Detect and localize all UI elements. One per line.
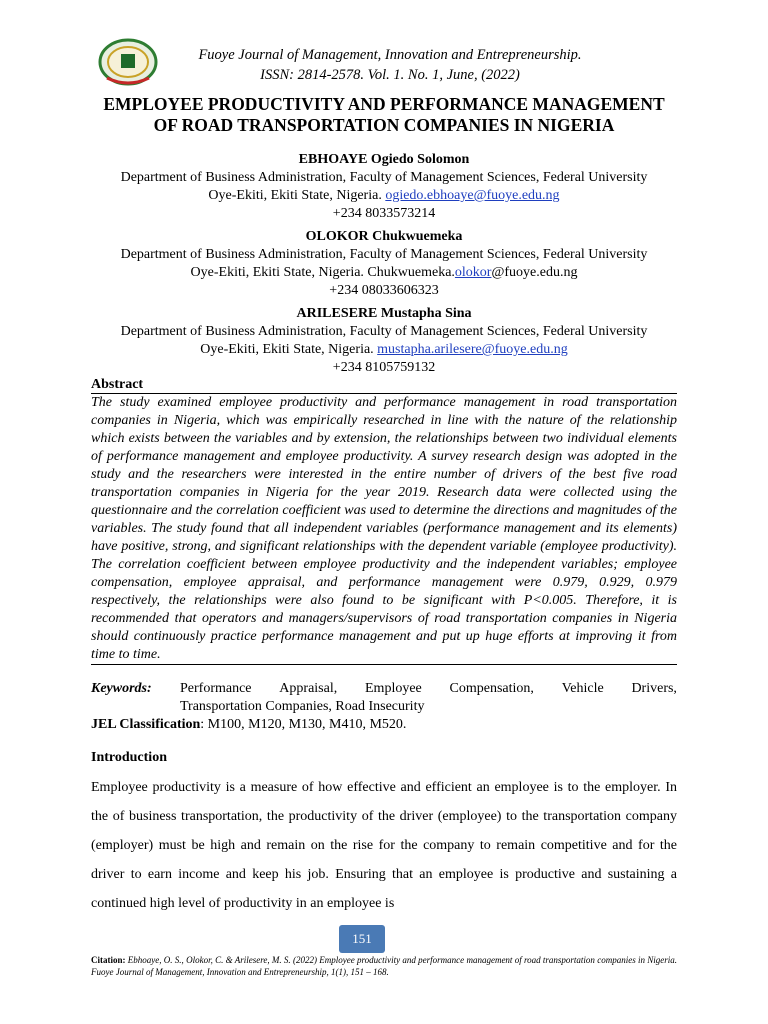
keyword-word: Vehicle: [561, 681, 604, 696]
author-name: EBHOAYE Ogiedo Solomon: [298, 152, 470, 167]
keyword-word: Employee: [365, 681, 422, 696]
jel-codes: : M100, M120, M130, M410, M520.: [200, 717, 407, 732]
author-email-link[interactable]: ogiedo.ebhoaye@fuoye.edu.ng: [385, 188, 560, 203]
keywords-line-2: Transportation Companies, Road Insecurity: [180, 699, 425, 714]
citation-label: Citation:: [91, 955, 126, 965]
paper-title: [60, 94, 708, 136]
author-affiliation: Department of Business Administration, Faculty of Management Sciences, Federal University: [120, 324, 648, 339]
intro-heading: Introduction: [91, 750, 167, 765]
journal-name: Fuoye Journal of Management, Innovation and Entrepreneurship.: [198, 47, 582, 63]
author-name: ARILESERE Mustapha Sina: [296, 306, 472, 321]
keywords-line-1: [180, 680, 677, 698]
keyword-word: Drivers,: [631, 681, 677, 696]
title-line-2: OF ROAD TRANSPORTATION COMPANIES IN NIGERIA: [153, 115, 615, 135]
author-affiliation-cont: [60, 341, 708, 359]
keyword-word: Performance: [180, 681, 252, 696]
author-block-2: [60, 228, 708, 300]
page-number: 151: [339, 925, 385, 953]
jel-label: JEL Classification: [91, 717, 201, 732]
university-logo: [97, 38, 159, 86]
author-block-1: [60, 151, 708, 223]
intro-text: Employee productivity is a measure of how effective and efficient an employee is to the employer. In the of business transportation, the productivity of the driver (employee) to the transportation company (employer) must be high and remain on the rise for the company to remain competitive and for the driver to earn income and keep his job. Ensuring that an employee is productive and sustaining a continued high level of productivity in an employee is: [91, 780, 677, 911]
author-phone: +234 08033606323: [329, 283, 439, 298]
author-location: Oye-Ekiti, Ekiti State, Nigeria.: [200, 342, 374, 357]
author-location: Oye-Ekiti, Ekiti State, Nigeria. Chukwuemeka.: [190, 265, 455, 280]
author-email-suffix: @fuoye.edu.ng: [491, 265, 578, 280]
citation-text: Ebhoaye, O. S., Olokor, C. & Arilesere, M. S. (2022) Employee productivity and performance management of road transportation companies in Nigeria. Fuoye Journal of Management, Innovation and Entrepreneurship, 1(1), 151 – 168.: [91, 955, 677, 977]
author-affiliation: Department of Business Administration, Faculty of Management Sciences, Federal University: [120, 247, 648, 262]
keywords-row: [91, 680, 677, 716]
keyword-word: Compensation,: [449, 681, 534, 696]
author-phone: +234 8105759132: [332, 360, 436, 375]
citation-footer: [91, 954, 677, 978]
jel-row: [91, 716, 677, 734]
journal-issn: ISSN: 2814-2578. Vol. 1. No. 1, June, (2022): [260, 67, 520, 83]
author-name: OLOKOR Chukwuemeka: [305, 229, 463, 244]
abstract-heading: Abstract: [91, 377, 144, 392]
author-email-link[interactable]: olokor: [454, 265, 492, 280]
keyword-word: Appraisal,: [279, 681, 338, 696]
abstract-text: The study examined employee productivity and performance management in road transportation companies in Nigeria, which was empirically researched in line with the nature of the relationship which exists between the variables and by extension, the relationships between two individual elements of performance management and employee productivity. A survey research design was adopted in the study and the researchers were interested in the entire number of drivers of the best five road transportation companies in Nigeria for the year 2019. Research data were collected using the questionnaire and the correlation coefficient was used to determine the directions and magnitudes of the variables. The study found that all independent variables (performance management and its elements) have positive, strong, and significant relationships with the dependent variable (employee productivity). The correlation coefficient between employee productivity and the independent variables; employee compensation, employee appraisal, and performance management were 0.979, 0.929, 0.979 respectively, the relationships were also found to be significant with P<0.005. Therefore, it is recommended that operators and managers/supervisors of road transportation companies in Nigeria should continuously practice performance management and put up huge efforts at improving it from time to time.: [91, 393, 677, 665]
author-location: Oye-Ekiti, Ekiti State, Nigeria.: [208, 188, 382, 203]
author-block-3: [60, 305, 708, 377]
author-phone: +234 8033573214: [332, 206, 436, 221]
keywords-label: Keywords:: [91, 681, 152, 696]
author-affiliation: Department of Business Administration, Faculty of Management Sciences, Federal University: [120, 170, 648, 185]
author-affiliation-cont: [60, 187, 708, 205]
title-line-1: EMPLOYEE PRODUCTIVITY AND PERFORMANCE MANAGEMENT: [103, 94, 665, 114]
author-email-link[interactable]: mustapha.arilesere@fuoye.edu.ng: [377, 342, 568, 357]
author-affiliation-cont: [60, 264, 708, 282]
